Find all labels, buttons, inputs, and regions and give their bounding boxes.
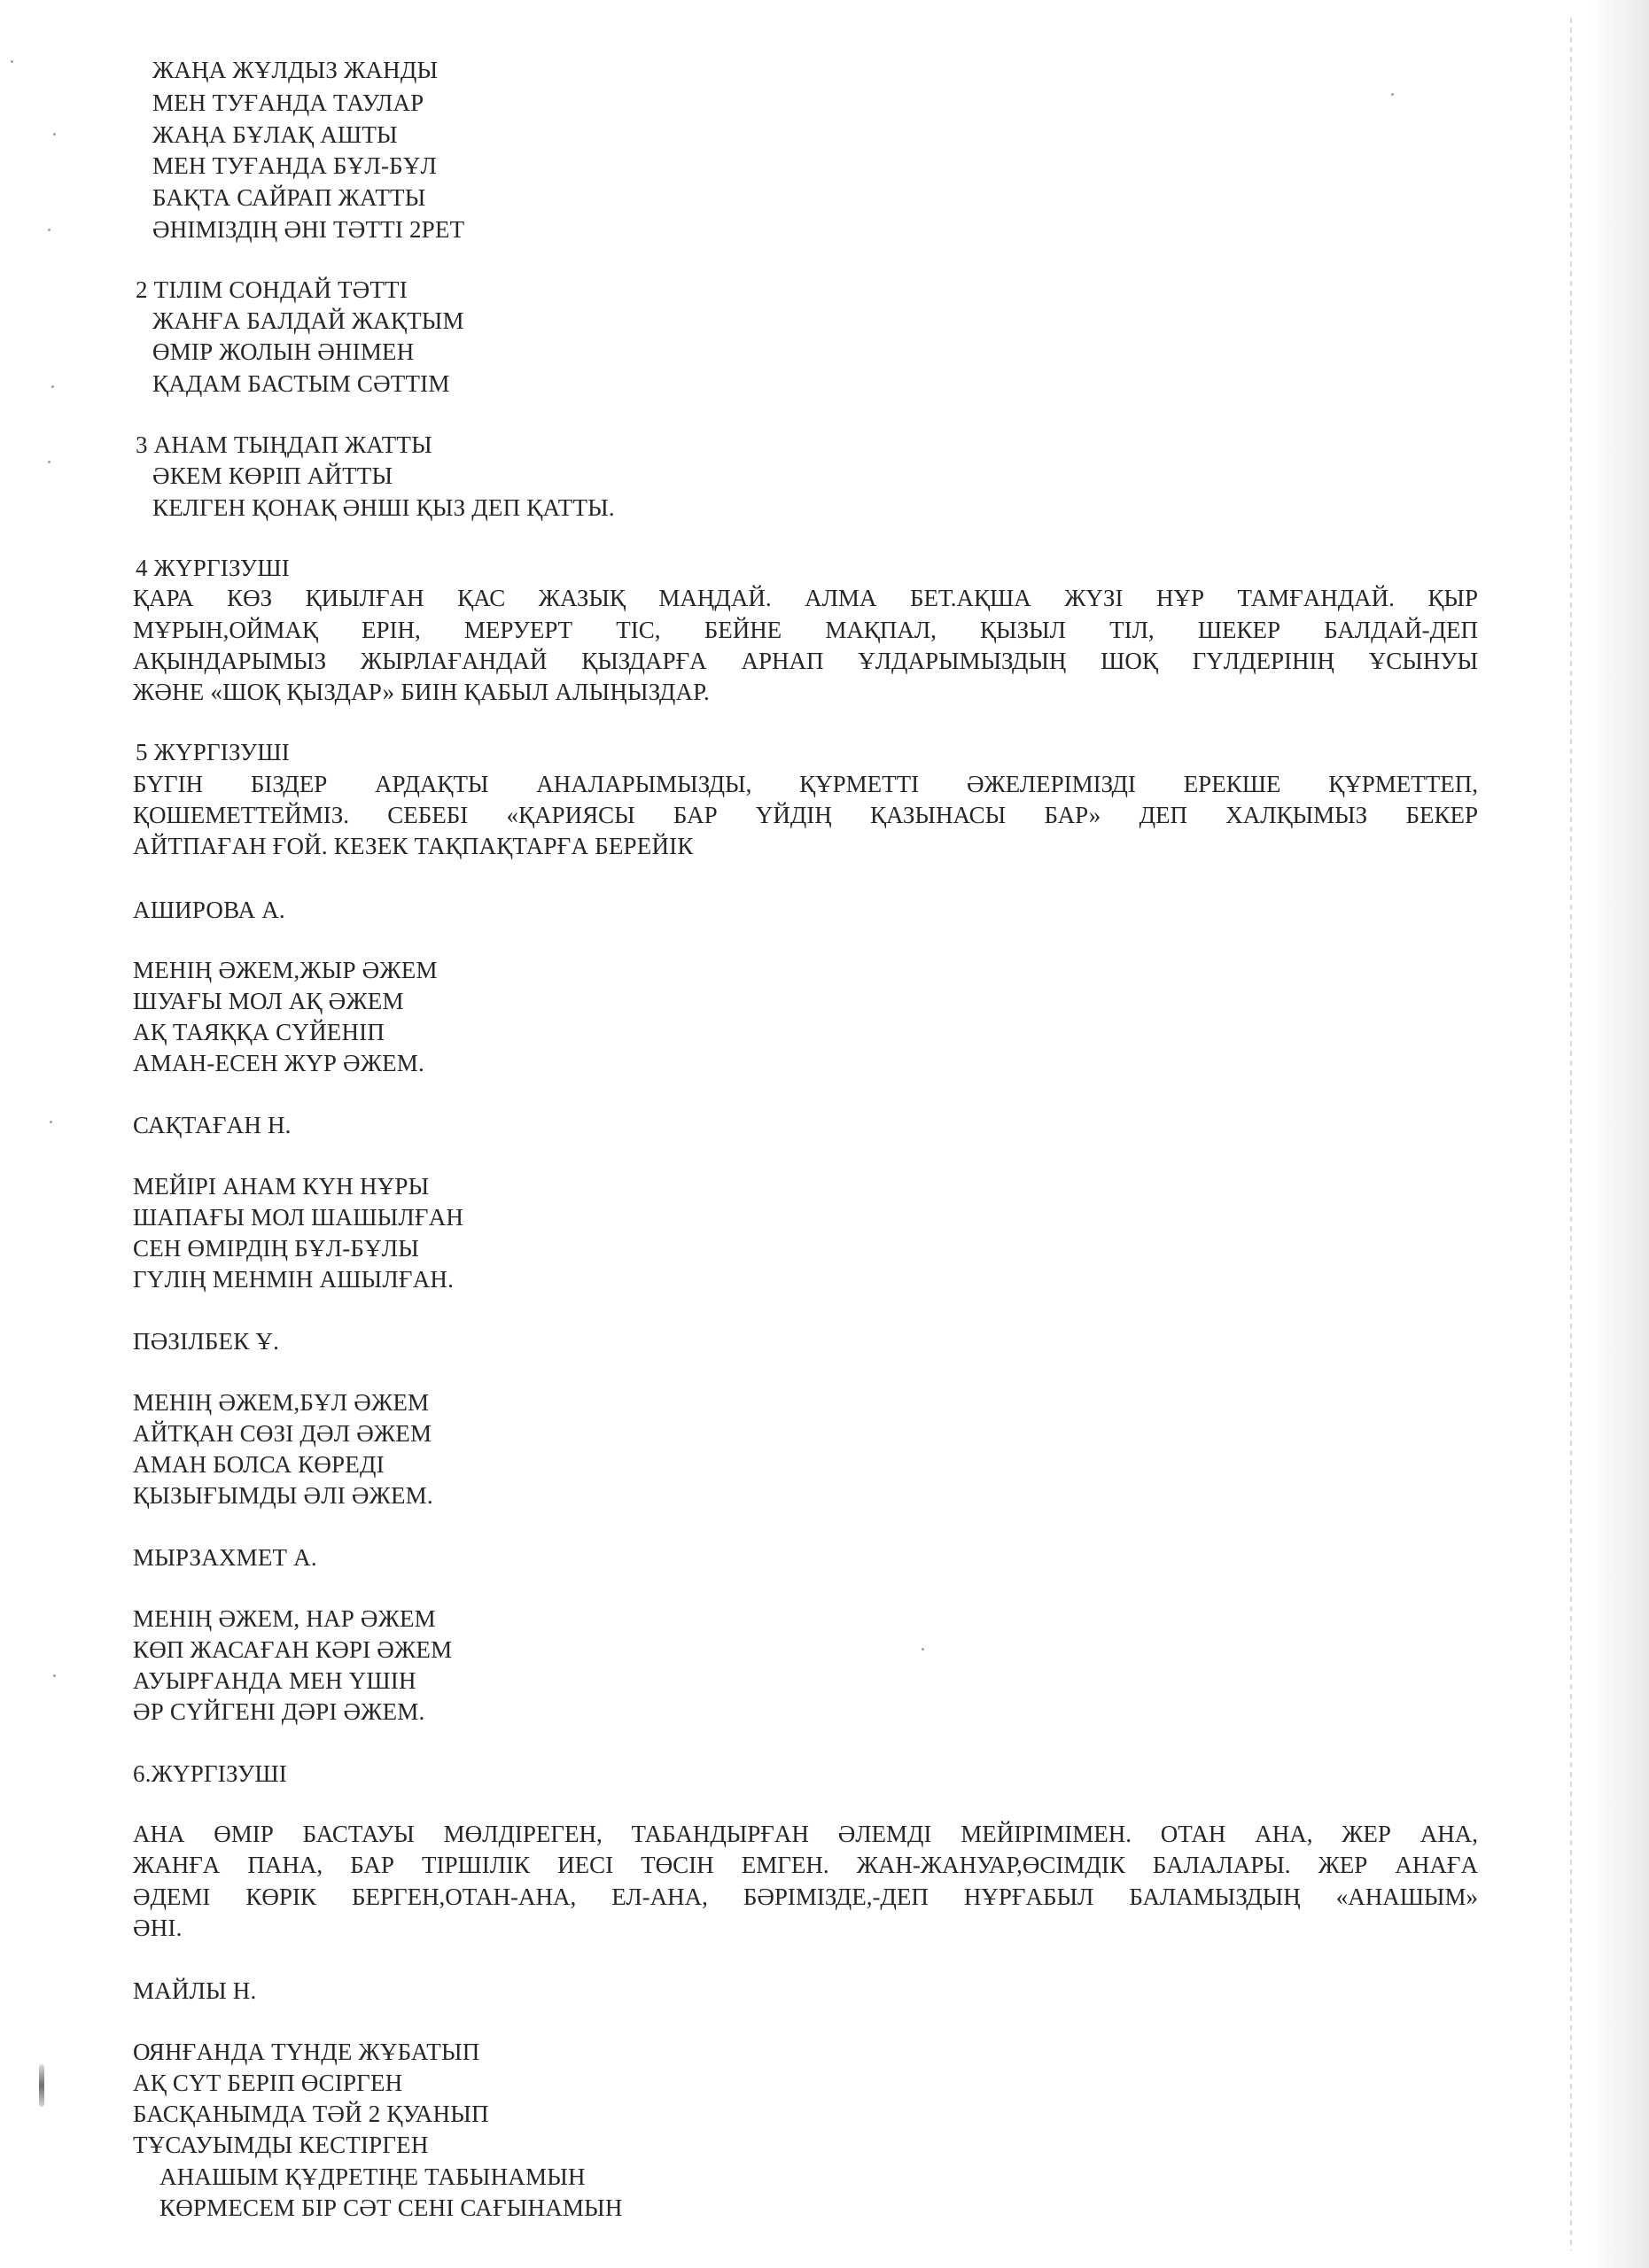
paragraph-line: ЖАНҒА ПАНА, БАР ТІРШІЛІК ИЕСІ ТӨСІН ЕМГЕН. ЖАН-ЖАНУАР,ӨСІМДІК БАЛАЛАРЫ. ЖЕР АНАҒА — [133, 1852, 1478, 1878]
paragraph-line: АҚЫНДАРЫМЫЗ ЖЫРЛАҒАНДАЙ ҚЫЗДАРҒА АРНАП ҰЛДАРЫМЫЗДЫҢ ШОҚ ГҮЛДЕРІНІҢ ҰСЫНУЫ — [133, 648, 1478, 674]
poem-line: ГҮЛІҢ МЕНМІН АШЫЛҒАН. — [133, 1266, 455, 1293]
scan-speck — [922, 1648, 924, 1651]
scan-speck — [53, 133, 56, 136]
scan-speck — [48, 461, 51, 463]
paragraph-line: ЖӘНЕ «ШОҚ ҚЫЗДАР» БИІН ҚАБЫЛ АЛЫҢЫЗДАР. — [133, 679, 710, 705]
scan-edge-shadow — [1587, 0, 1649, 2268]
song-line: ӘКЕМ КӨРІП АЙТТЫ — [152, 462, 393, 489]
song-line: КЕЛГЕН ҚОНАҚ ӘНШІ ҚЫЗ ДЕП ҚАТТЫ. — [152, 494, 615, 521]
paragraph-line: АНА ӨМІР БАСТАУЫ МӨЛДІРЕГЕН, ТАБАНДЫРҒАН ӘЛЕМДІ МЕЙІРІМІМЕН. ОТАН АНА, ЖЕР АНА, — [133, 1821, 1478, 1847]
poem-line: АМАН-ЕСЕН ЖҮР ӘЖЕМ. — [133, 1050, 424, 1076]
paragraph-line: МҰРЫН,ОЙМАҚ ЕРІН, МЕРУЕРТ ТІС, БЕЙНЕ МАҚПАЛ, ҚЫЗЫЛ ТІЛ, ШЕКЕР БАЛДАЙ-ДЕП — [133, 617, 1478, 643]
song-line: ЖАҢА ЖҰЛДЫЗ ЖАНДЫ — [152, 57, 439, 83]
paragraph-line: ӘНІ. — [133, 1915, 183, 1941]
poem-line: ӘР СҮЙГЕНІ ДӘРІ ӘЖЕМ. — [133, 1698, 425, 1725]
poem-line: ТҰСАУЫМДЫ КЕСТІРГЕН — [133, 2132, 429, 2158]
paragraph-line: ҚОШЕМЕТТЕЙМІЗ. СЕБЕБІ «ҚАРИЯСЫ БАР ҮЙДІҢ ҚАЗЫНАСЫ БАР» ДЕП ХАЛҚЫМЫЗ БЕКЕР — [133, 802, 1478, 828]
poem-line: ШАПАҒЫ МОЛ ШАШЫЛҒАН — [133, 1204, 464, 1231]
poem-line: МЕНІҢ ӘЖЕМ,ЖЫР ӘЖЕМ — [133, 957, 438, 983]
scan-smudge — [39, 2064, 44, 2107]
song-line: ӘНІМІЗДІҢ ӘНІ ТӘТТІ 2РЕТ — [152, 216, 465, 243]
poem-line: ШУАҒЫ МОЛ АҚ ӘЖЕМ — [133, 988, 404, 1014]
poem-line: ОЯНҒАНДА ТҮНДЕ ЖҰБАТЫП — [133, 2039, 480, 2065]
scan-speck — [53, 1674, 56, 1677]
song-line: 3 АНАМ ТЫҢДАП ЖАТТЫ — [136, 431, 432, 458]
section-heading: 5 ЖҮРГІЗУШІ — [136, 739, 290, 765]
poem-line: АҚ СҮТ БЕРІП ӨСІРГЕН — [133, 2070, 403, 2096]
paragraph-line: ӘДЕМІ КӨРІК БЕРГЕН,ОТАН-АНА, ЕЛ-АНА, БӘРІМІЗДЕ,-ДЕП НҰРҒАБЫЛ БАЛАМЫЗДЫҢ «АНАШЫМ» — [133, 1884, 1478, 1910]
poem-author: ПӘЗІЛБЕК Ұ. — [133, 1328, 280, 1355]
poem-author: МЫРЗАХМЕТ А. — [133, 1544, 317, 1571]
poem-line: АЙТҚАН СӨЗІ ДӘЛ ӘЖЕМ — [133, 1420, 432, 1447]
poem-line: БАСҚАНЫМДА ТӘЙ 2 ҚУАНЫП — [133, 2101, 489, 2127]
section-heading: 4 ЖҮРГІЗУШІ — [136, 555, 290, 581]
scan-speck — [48, 229, 51, 231]
song-line: 2 ТІЛІМ СОНДАЙ ТӘТТІ — [136, 276, 408, 303]
poem-line: МЕНІҢ ӘЖЕМ, НАР ӘЖЕМ — [133, 1605, 436, 1632]
scan-edge-line — [1570, 18, 1572, 2250]
song-line: ӨМІР ЖОЛЫН ӘНІМЕН — [152, 338, 415, 365]
scan-speck — [51, 385, 54, 388]
scan-speck — [50, 1121, 52, 1123]
poem-line: КӨП ЖАСАҒАН КӘРІ ӘЖЕМ — [133, 1636, 453, 1663]
poem-author: САҚТАҒАН Н. — [133, 1112, 292, 1138]
song-line: МЕН ТУҒАНДА ТАУЛАР — [152, 89, 424, 116]
poem-line: МЕЙІРІ АНАМ КҮН НҰРЫ — [133, 1173, 430, 1200]
scan-speck — [11, 60, 13, 63]
poem-author: АШИРОВА А. — [133, 897, 285, 923]
refrain-line: АНАШЫМ ҚҰДРЕТІҢЕ ТАБЫНАМЫН — [159, 2163, 586, 2190]
poem-line: МЕНІҢ ӘЖЕМ,БҰЛ ӘЖЕМ — [133, 1389, 430, 1416]
song-line: ЖАНҒА БАЛДАЙ ЖАҚТЫМ — [152, 307, 464, 334]
section-heading: 6.ЖҮРГІЗУШІ — [133, 1760, 287, 1787]
paragraph-line: ҚАРА КӨЗ ҚИЫЛҒАН ҚАС ЖАЗЫҚ МАҢДАЙ. АЛМА БЕТ.АҚША ЖҮЗІ НҰР ТАМҒАНДАЙ. ҚЫР — [133, 585, 1478, 611]
paragraph-line: БҮГІН БІЗДЕР АРДАҚТЫ АНАЛАРЫМЫЗДЫ, ҚҰРМЕТТІ ӘЖЕЛЕРІМІЗДІ ЕРЕКШЕ ҚҰРМЕТТЕП, — [133, 771, 1478, 797]
refrain-line: КӨРМЕСЕМ БІР СӘТ СЕНІ САҒЫНАМЫН — [159, 2194, 623, 2221]
song-line: БАҚТА САЙРАП ЖАТТЫ — [152, 184, 426, 211]
poem-line: ҚЫЗЫҒЫМДЫ ӘЛІ ӘЖЕМ. — [133, 1482, 433, 1509]
poem-line: АҚ ТАЯҚҚА СҮЙЕНІП — [133, 1019, 385, 1045]
poem-line: АУЫРҒАНДА МЕН ҮШІН — [133, 1667, 416, 1694]
scan-speck — [1391, 93, 1394, 96]
paragraph-line: АЙТПАҒАН ҒОЙ. КЕЗЕК ТАҚПАҚТАРҒА БЕРЕЙІК — [133, 833, 694, 859]
song-line: ЖАҢА БҰЛАҚ АШТЫ — [152, 121, 398, 148]
poem-line: СЕН ӨМІРДІҢ БҰЛ-БҰЛЫ — [133, 1235, 420, 1262]
song-line: ҚАДАМ БАСТЫМ СӘТТІМ — [152, 370, 450, 397]
song-line: МЕН ТУҒАНДА БҰЛ-БҰЛ — [152, 152, 438, 179]
poem-line: АМАН БОЛСА КӨРЕДІ — [133, 1451, 385, 1478]
poem-author: МАЙЛЫ Н. — [133, 1977, 257, 2004]
